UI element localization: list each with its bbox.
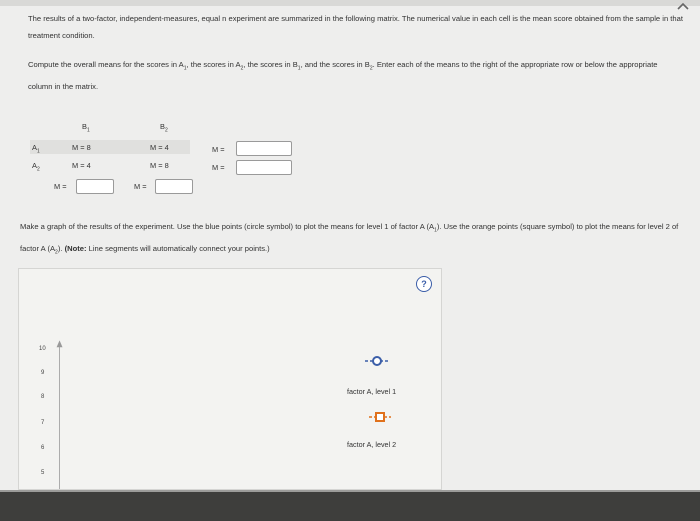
y-tick-label: 10 <box>39 346 46 352</box>
means-matrix <box>0 118 320 208</box>
row-mean-label-a1: M = <box>212 145 225 154</box>
problem-intro: The results of a two-factor, independent-measures, equal n experiment are summarized in the following matrix. The numerical value in each cell is the mean score obtained from the sample in that treatment condition. <box>28 14 683 40</box>
y-tick-label: 8 <box>41 394 45 400</box>
graph-instruction: Make a graph of the results of the experiment. Use the blue points (circle symbol) to plot the means for level 1 of factor A $(A_1)$. Use the orange points (square symbol) to plot the means for level 2 of factor A $(A_2)$. (Note: Line segments will automatically connect your points.) <box>20 222 679 256</box>
row-mean-label-a2: M = <box>212 163 225 172</box>
row-mean-input-a1[interactable] <box>236 141 292 156</box>
row-header-a1: $A_1$ <box>32 143 40 155</box>
legend-square-tool-icon[interactable] <box>368 411 392 423</box>
y-tick-label: 7 <box>41 420 45 426</box>
col-mean-label-b2: M = <box>134 182 147 191</box>
legend-circle-tool-icon[interactable] <box>364 355 390 367</box>
bottom-bar <box>0 490 700 521</box>
col-header-b1: $B_1$ <box>82 122 90 134</box>
top-strip <box>0 0 700 6</box>
y-tick-label: 6 <box>41 445 45 451</box>
row-header-a2: $A_2$ <box>32 161 40 173</box>
help-icon[interactable]: ? <box>416 276 432 292</box>
col-mean-input-b2[interactable] <box>155 179 193 194</box>
problem-instruction: Compute the overall means for the scores in $A_1$, the scores in $A_2$, the scores in $B_1$, and the scores in $B_2$. Enter each of the means to the right of the appropriate row or below the appropriate column in the matrix. <box>28 60 658 91</box>
cell-a1-b2: M = 4 <box>150 143 169 152</box>
col-header-b2: $B_2$ <box>160 122 168 134</box>
y-axis-arrow <box>57 340 63 347</box>
y-tick-label: 9 <box>41 370 45 376</box>
row-mean-input-a2[interactable] <box>236 160 292 175</box>
col-mean-input-b1[interactable] <box>76 179 114 194</box>
y-axis-label <box>0 451 1 488</box>
graph-panel[interactable] <box>18 268 442 490</box>
cell-a1-b1: M = 8 <box>72 143 91 152</box>
legend-label-level2: factor A, level 2 <box>347 440 397 449</box>
col-mean-label-b1: M = <box>54 182 67 191</box>
cell-a2-b2: M = 8 <box>150 161 169 170</box>
y-tick-label: 5 <box>41 470 45 476</box>
legend-label-level1: factor A, level 1 <box>347 387 397 396</box>
graph-canvas[interactable] <box>19 269 441 489</box>
cell-a2-b1: M = 4 <box>72 161 91 170</box>
